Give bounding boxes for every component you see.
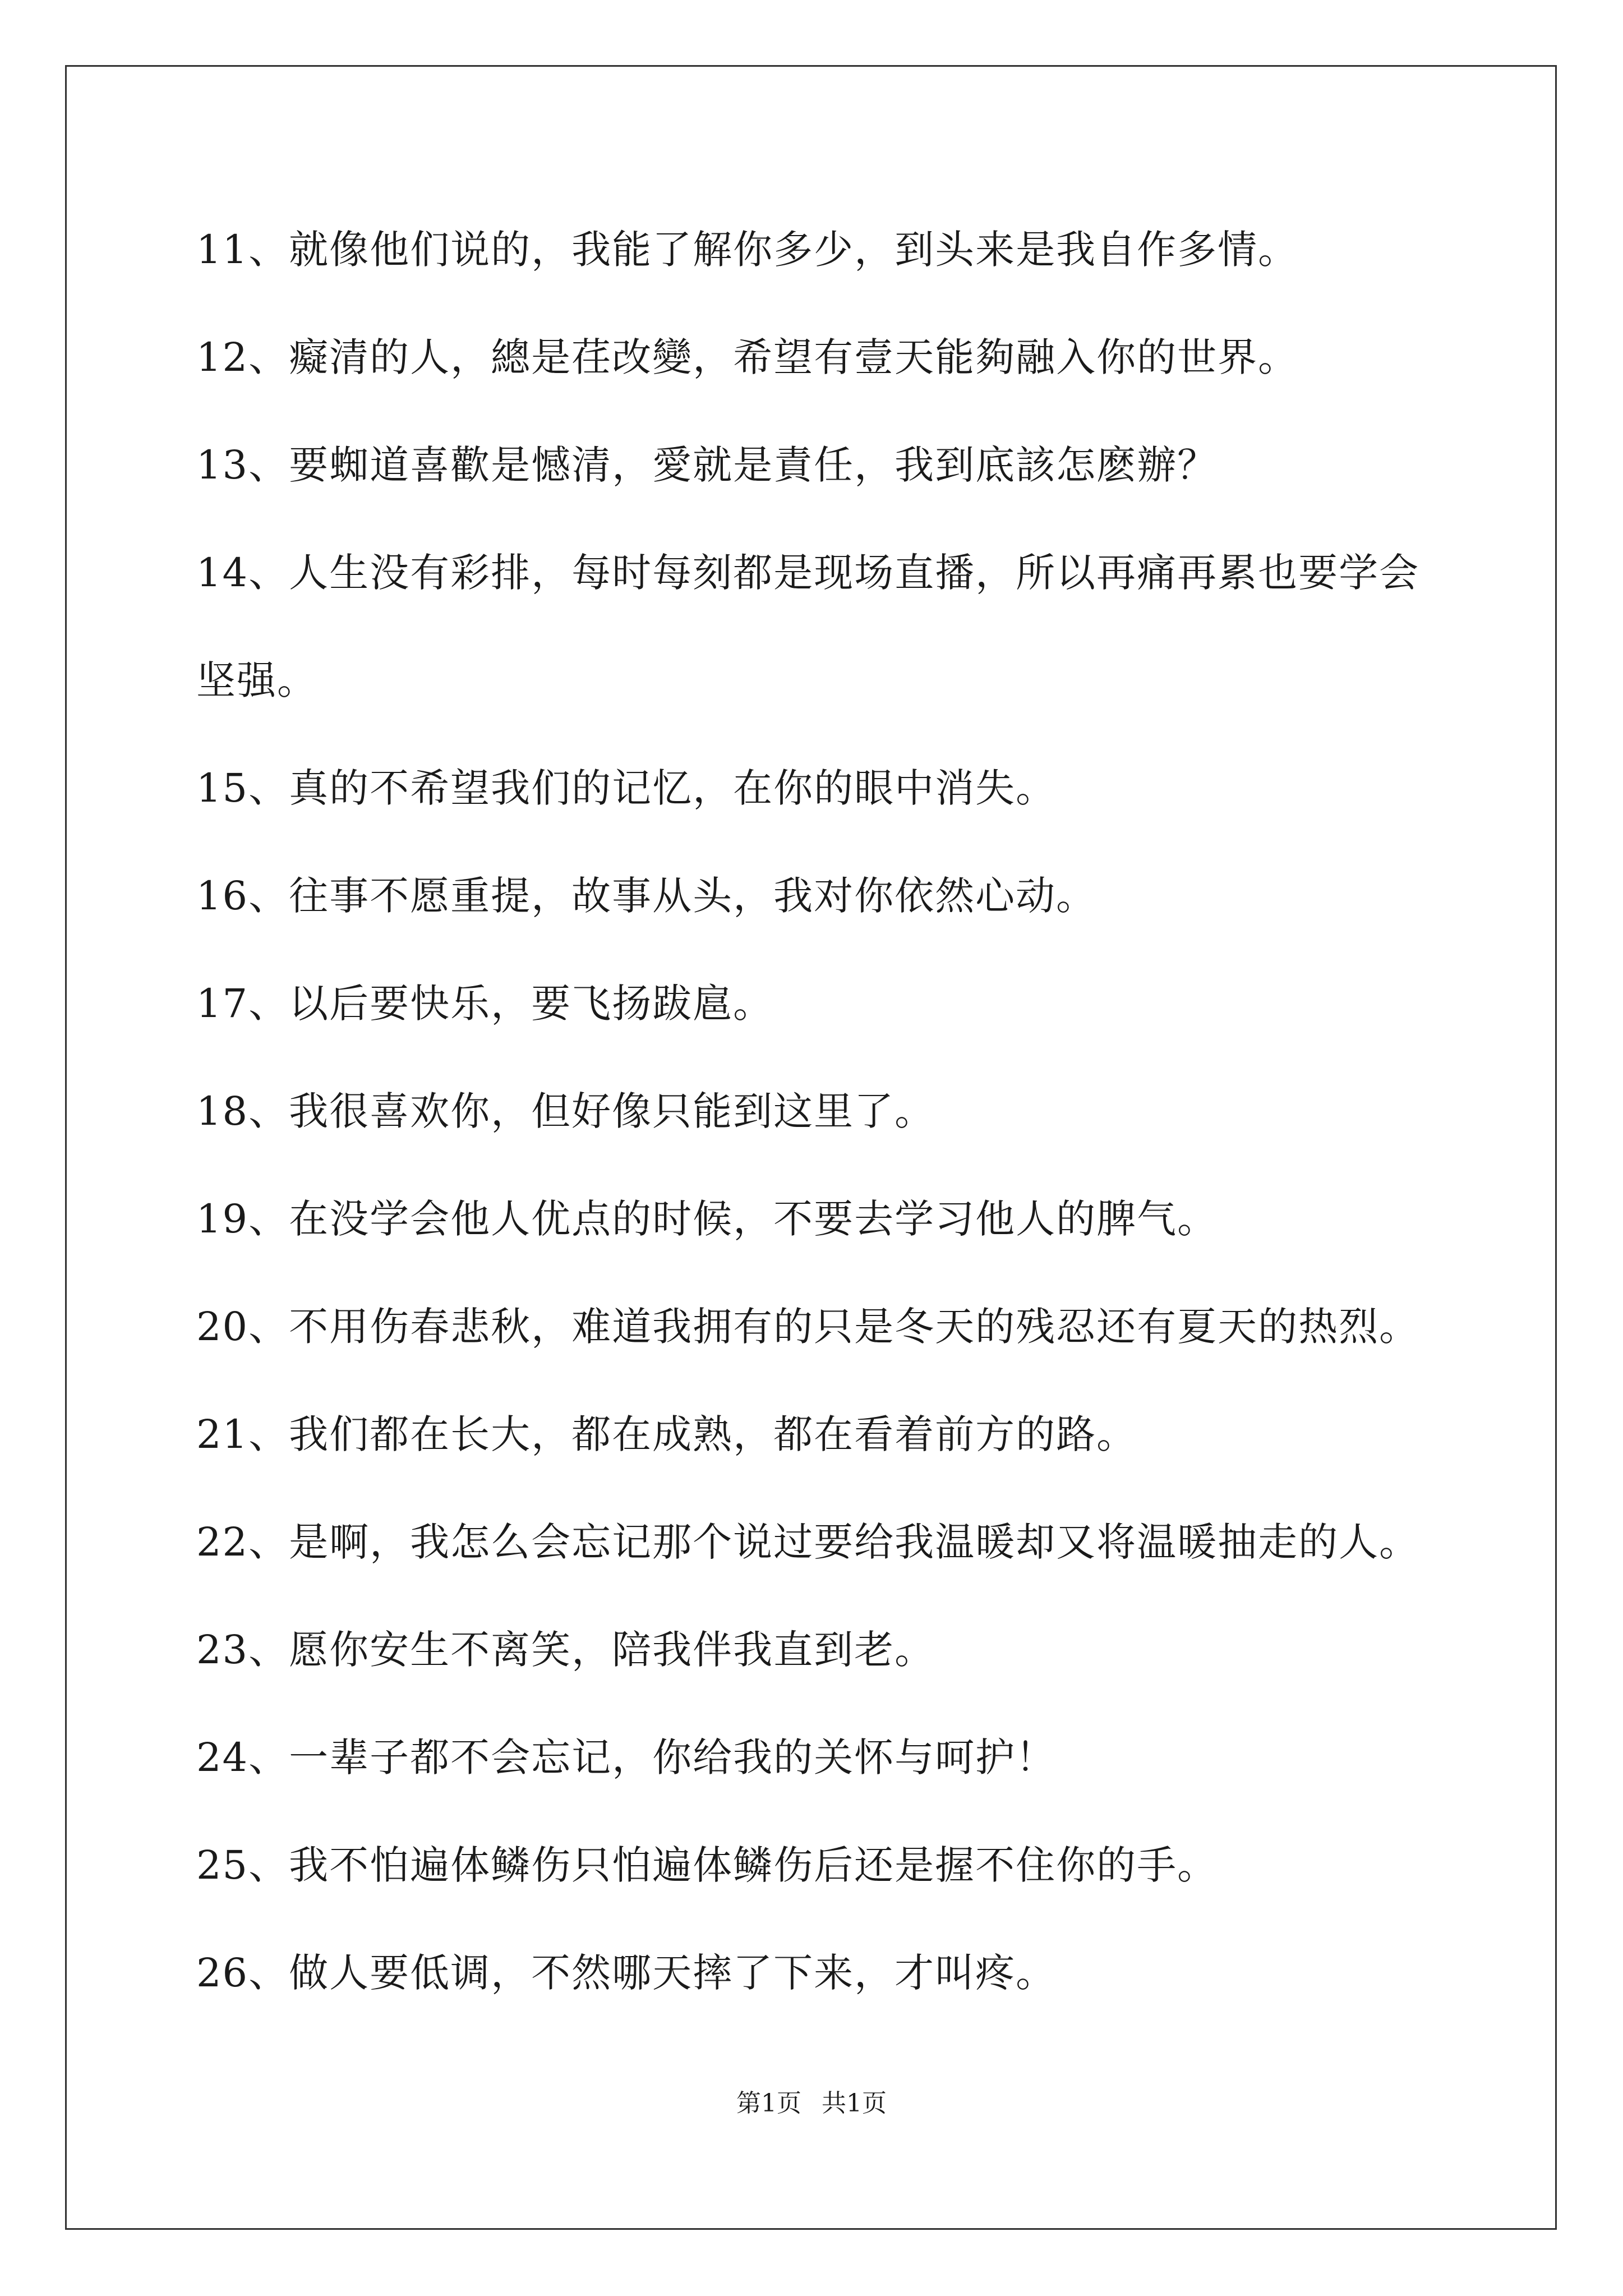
text-line: 22、是啊，我怎么会忘记那个说过要给我温暖却又将温暖抽走的人。 (196, 1519, 1420, 1565)
page-number-current: 第1页 (736, 2089, 801, 2118)
page-border (65, 65, 1557, 2230)
text-line: 21、我们都在长大，都在成熟，都在看着前方的路。 (196, 1411, 1137, 1457)
text-line: 16、往事不愿重提，故事从头，我对你依然心动。 (196, 873, 1097, 919)
text-line: 14、人生没有彩排，每时每刻都是现场直播，所以再痛再累也要学会 (196, 550, 1420, 596)
text-line: 13、要蜘道喜歡是憾清，愛就是責任，我到底該怎麽辦？ (196, 442, 1218, 488)
text-line: 20、不用伤春悲秋，难道我拥有的只是冬天的残忍还有夏天的热烈。 (196, 1304, 1420, 1350)
text-line: 12、癡清的人，總是荏改變，希望有壹天能夠融入你的世界。 (196, 334, 1299, 380)
page-number-total: 共1页 (822, 2089, 887, 2118)
text-line: 18、我很喜欢你，但好像只能到这里了。 (196, 1088, 935, 1134)
text-line: 11、就像他们说的，我能了解你多少，到头来是我自作多情。 (196, 227, 1299, 273)
text-line: 25、我不怕遍体鳞伤只怕遍体鳞伤后还是握不住你的手。 (196, 1842, 1218, 1888)
text-line: 15、真的不希望我们的记忆，在你的眼中消失。 (196, 765, 1057, 811)
page-footer (0, 2087, 1623, 2120)
text-line: 26、做人要低调，不然哪天摔了下来，才叫疼。 (196, 1950, 1057, 1996)
text-line: 19、在没学会他人优点的时候，不要去学习他人的脾气。 (196, 1196, 1218, 1242)
text-line: 24、一辈子都不会忘记，你给我的关怀与呵护！ (196, 1734, 1057, 1780)
text-line: 17、以后要快乐，要飞扬跋扈。 (196, 981, 774, 1027)
text-line: 坚强。 (196, 657, 317, 703)
text-line: 23、愿你安生不离笑，陪我伴我直到老。 (196, 1627, 935, 1673)
